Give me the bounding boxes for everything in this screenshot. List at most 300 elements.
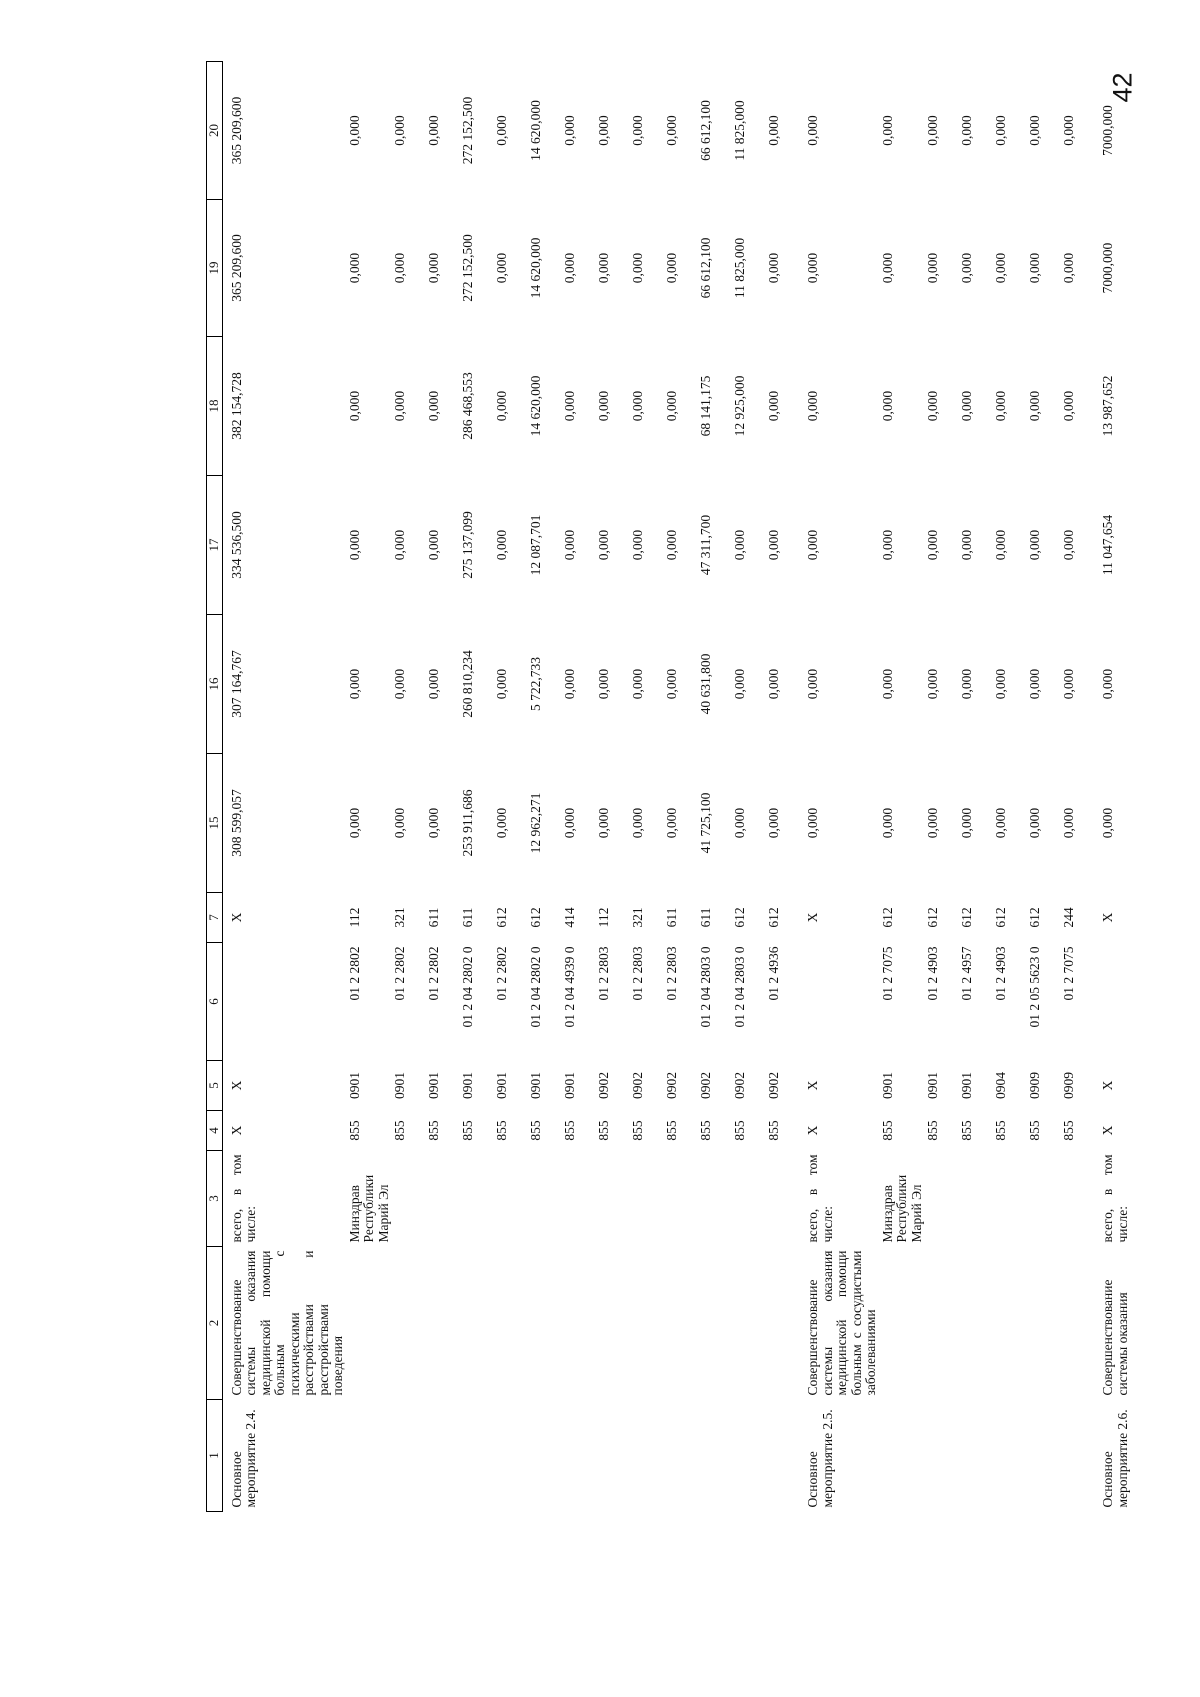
value-col19-cell: 0,000: [1061, 252, 1076, 284]
value-col16-cell: 0,000: [630, 668, 645, 700]
value-col18-cell: 0,000: [1061, 390, 1076, 422]
value-col20-cell: 0,000: [494, 115, 509, 146]
value-col20-cell: 7000,000: [1100, 105, 1115, 156]
csr-cell: [1095, 943, 1134, 1061]
value-col16-cell: 260 810,234: [460, 650, 475, 718]
grbs-cell: 855: [630, 1120, 645, 1141]
value-col20-cell: 0,000: [993, 115, 1008, 146]
csr-cell: 01 2 2803: [630, 946, 645, 1001]
rzpr-cell: 0902: [596, 1072, 611, 1099]
rzpr-cell: 0909: [1027, 1072, 1042, 1099]
value-col17-cell: 0,000: [630, 529, 645, 561]
csr-cell: 01 2 4936: [766, 946, 781, 1001]
value-col16-cell: 0,000: [494, 668, 509, 700]
vr-cell: 612: [925, 907, 940, 928]
rzpr-cell: 0904: [993, 1072, 1008, 1099]
table-row: [1061, 62, 1095, 1512]
value-col17-cell: 12 087,701: [528, 514, 543, 576]
executor-cell: Минздрав Республики Марий Эл: [346, 1174, 391, 1243]
value-col20-cell: 0,000: [392, 115, 407, 146]
value-col19-cell: 0,000: [346, 252, 362, 284]
grbs-cell: 855: [494, 1120, 509, 1141]
header-row: [207, 62, 223, 1512]
vr-cell: 112: [596, 907, 611, 928]
csr-cell: 01 2 2802: [392, 946, 407, 1001]
value-col15-cell: 0,000: [562, 807, 577, 839]
description-cell: [630, 1247, 664, 1400]
grbs-cell: 855: [426, 1120, 441, 1141]
value-col17-cell: 0,000: [993, 529, 1008, 561]
value-col20-cell: 0,000: [766, 115, 781, 146]
table-body: [222, 62, 1134, 1512]
rzpr-cell: 0901: [346, 1072, 362, 1099]
value-col20-cell: 0,000: [664, 115, 679, 146]
value-col18-cell: 0,000: [664, 390, 679, 422]
rzpr-cell: 0902: [766, 1072, 781, 1099]
activity-cell: [664, 1400, 698, 1512]
executor-cell: [1027, 1151, 1061, 1247]
rotated-table-container: [206, 62, 1130, 1512]
col-header: 1: [207, 1400, 223, 1512]
grbs-cell: 855: [1061, 1120, 1076, 1141]
description-cell: [596, 1247, 630, 1400]
value-col15-cell: 0,000: [1061, 807, 1076, 839]
activity-cell: [1061, 1400, 1095, 1512]
csr-cell: 01 2 04 2802 0: [460, 946, 475, 1028]
description-cell: [392, 1247, 426, 1400]
description-cell: [925, 1247, 959, 1400]
table-row: [494, 62, 528, 1512]
value-col15-cell: 12 962,271: [528, 792, 543, 854]
activity-cell: Основное мероприятие 2.5.: [805, 1409, 835, 1508]
value-col18-cell: 382 154,728: [228, 372, 244, 440]
table-row: [392, 62, 426, 1512]
activity-cell: [925, 1400, 959, 1512]
activity-cell: [460, 1400, 494, 1512]
value-col19-cell: 0,000: [1027, 252, 1042, 284]
value-col16-cell: 0,000: [732, 668, 747, 700]
value-col19-cell: 0,000: [664, 252, 679, 284]
col-header: 4: [207, 1111, 223, 1151]
csr-cell: 01 2 2802: [494, 946, 509, 1001]
value-col15-cell: 0,000: [426, 807, 441, 839]
value-col16-cell: 5 722,733: [528, 657, 543, 711]
description-cell: [1061, 1247, 1095, 1400]
value-col16-cell: 0,000: [766, 668, 781, 700]
rzpr-cell: 0901: [460, 1072, 475, 1099]
rzpr-cell: 0901: [562, 1072, 577, 1099]
vr-cell: 611: [698, 907, 713, 928]
description-cell: [460, 1247, 494, 1400]
csr-cell: 01 2 2802: [346, 946, 362, 1001]
value-col15-cell: 0,000: [630, 807, 645, 839]
grbs-cell: 855: [959, 1120, 974, 1141]
value-col16-cell: 0,000: [879, 668, 895, 700]
rzpr-cell: 0902: [664, 1072, 679, 1099]
grbs-cell: 855: [562, 1120, 577, 1141]
value-col15-cell: 0,000: [993, 807, 1008, 839]
value-col15-cell: 0,000: [494, 807, 509, 839]
rzpr-cell: 0901: [426, 1072, 441, 1099]
executor-cell: [664, 1151, 698, 1247]
rzpr-cell: 0901: [392, 1072, 407, 1099]
rzpr-cell: X: [805, 1080, 820, 1091]
value-col17-cell: 0,000: [732, 529, 747, 561]
executor-cell: всего, в том числе:: [1100, 1154, 1130, 1243]
table-row: [766, 62, 800, 1512]
value-col18-cell: 0,000: [392, 390, 407, 422]
csr-cell: 01 2 04 2803 0: [698, 946, 713, 1028]
table-row: [426, 62, 460, 1512]
grbs-cell: 855: [664, 1120, 679, 1141]
rzpr-cell: X: [1100, 1080, 1115, 1091]
value-col17-cell: 0,000: [925, 529, 940, 561]
description-cell: [494, 1247, 528, 1400]
value-col19-cell: 0,000: [879, 252, 895, 284]
value-col17-cell: 334 536,500: [228, 511, 244, 579]
value-col15-cell: 0,000: [596, 807, 611, 839]
value-col20-cell: 0,000: [346, 115, 362, 146]
activity-cell: [630, 1400, 664, 1512]
col-header: 2: [207, 1247, 223, 1400]
value-col20-cell: 0,000: [805, 115, 820, 146]
value-col20-cell: 0,000: [426, 115, 441, 146]
value-col19-cell: 0,000: [426, 252, 441, 284]
grbs-cell: 855: [879, 1120, 895, 1141]
value-col17-cell: 0,000: [494, 529, 509, 561]
csr-cell: 01 2 2802: [426, 946, 441, 1001]
value-col15-cell: 0,000: [879, 807, 895, 839]
vr-cell: 414: [562, 907, 577, 928]
rzpr-cell: 0902: [732, 1072, 747, 1099]
value-col16-cell: 40 631,800: [698, 653, 713, 715]
description-cell: [880, 1247, 926, 1400]
executor-cell: [494, 1151, 528, 1247]
value-col20-cell: 14 620,000: [528, 100, 543, 161]
value-col20-cell: 0,000: [925, 115, 940, 146]
activity-cell: Основное мероприятие 2.4.: [228, 1409, 258, 1508]
rzpr-cell: 0902: [698, 1072, 713, 1099]
value-col15-cell: 0,000: [805, 807, 820, 839]
description-cell: Совершенствование системы оказания: [1100, 1279, 1130, 1396]
vr-cell: 612: [879, 907, 895, 928]
value-col18-cell: 0,000: [879, 390, 895, 422]
value-col18-cell: 0,000: [805, 390, 820, 422]
value-col18-cell: 14 620,000: [528, 375, 543, 437]
value-col16-cell: 0,000: [805, 668, 820, 700]
vr-cell: 611: [460, 907, 475, 928]
value-col19-cell: 0,000: [596, 252, 611, 284]
rzpr-cell: 0901: [494, 1072, 509, 1099]
vr-cell: 321: [630, 907, 645, 928]
value-col19-cell: 0,000: [392, 252, 407, 284]
value-col17-cell: 0,000: [664, 529, 679, 561]
grbs-cell: X: [228, 1125, 244, 1136]
vr-cell: 244: [1061, 907, 1076, 928]
col-header: 17: [207, 476, 223, 615]
table-row: [1027, 62, 1061, 1512]
activity-cell: [1027, 1400, 1061, 1512]
grbs-cell: 855: [732, 1120, 747, 1141]
executor-cell: [1061, 1151, 1095, 1247]
rzpr-cell: 0901: [879, 1072, 895, 1099]
executor-cell: Минздрав Республики Марий Эл: [879, 1174, 924, 1243]
table-row: [460, 62, 494, 1512]
value-col19-cell: 66 612,100: [698, 237, 713, 299]
value-col17-cell: 0,000: [959, 529, 974, 561]
col-header: 19: [207, 200, 223, 337]
grbs-cell: 855: [766, 1120, 781, 1141]
value-col19-cell: 7000,000: [1100, 242, 1115, 294]
description-cell: [528, 1247, 562, 1400]
table-row: [959, 62, 993, 1512]
value-col18-cell: 12 925,000: [732, 375, 747, 437]
value-col15-cell: 41 725,100: [698, 792, 713, 854]
value-col19-cell: 0,000: [993, 252, 1008, 284]
value-col19-cell: 0,000: [494, 252, 509, 284]
value-col16-cell: 307 164,767: [228, 650, 244, 718]
executor-cell: [959, 1151, 993, 1247]
table-row: [528, 62, 562, 1512]
csr-cell: [800, 943, 880, 1061]
grbs-cell: 855: [346, 1120, 362, 1141]
activity-cell: [528, 1400, 562, 1512]
value-col15-cell: 0,000: [959, 807, 974, 839]
grbs-cell: X: [1100, 1125, 1115, 1136]
value-col16-cell: 0,000: [1100, 668, 1115, 700]
value-col16-cell: 0,000: [596, 668, 611, 700]
description-cell: [664, 1247, 698, 1400]
table-row: [800, 62, 880, 1512]
grbs-cell: 855: [596, 1120, 611, 1141]
value-col15-cell: 0,000: [732, 807, 747, 839]
grbs-cell: X: [805, 1125, 820, 1136]
value-col17-cell: 0,000: [346, 529, 362, 561]
table-row: [630, 62, 664, 1512]
value-col19-cell: 14 620,000: [528, 237, 543, 299]
executor-cell: [562, 1151, 596, 1247]
activity-cell: [732, 1400, 766, 1512]
vr-cell: X: [228, 912, 244, 923]
page-number: 42: [1107, 72, 1138, 103]
value-col20-cell: 365 209,600: [228, 96, 244, 165]
activity-cell: [392, 1400, 426, 1512]
activity-cell: [698, 1400, 732, 1512]
executor-cell: [460, 1151, 494, 1247]
vr-cell: 611: [426, 907, 441, 928]
value-col16-cell: 0,000: [562, 668, 577, 700]
activity-cell: [426, 1400, 460, 1512]
value-col20-cell: 0,000: [959, 115, 974, 146]
activity-cell: [959, 1400, 993, 1512]
value-col18-cell: 68 141,175: [698, 375, 713, 437]
value-col15-cell: 0,000: [1100, 807, 1115, 839]
value-col16-cell: 0,000: [346, 668, 362, 700]
rzpr-cell: 0909: [1061, 1072, 1076, 1099]
table-row: [880, 62, 926, 1512]
value-col19-cell: 0,000: [805, 252, 820, 284]
value-col15-cell: 0,000: [346, 807, 362, 839]
value-col18-cell: 0,000: [562, 390, 577, 422]
grbs-cell: 855: [460, 1120, 475, 1141]
vr-cell: 612: [528, 907, 543, 928]
value-col18-cell: 0,000: [1027, 390, 1042, 422]
col-header: 18: [207, 337, 223, 476]
table-row: [732, 62, 766, 1512]
executor-cell: [732, 1151, 766, 1247]
csr-cell: [222, 943, 347, 1061]
value-col16-cell: 0,000: [426, 668, 441, 700]
value-col17-cell: 0,000: [596, 529, 611, 561]
vr-cell: 612: [993, 907, 1008, 928]
vr-cell: 612: [766, 907, 781, 928]
executor-cell: [993, 1151, 1027, 1247]
csr-cell: 01 2 4903: [925, 946, 940, 1001]
col-header: 5: [207, 1061, 223, 1111]
value-col20-cell: 0,000: [1061, 115, 1076, 146]
csr-cell: 01 2 2803: [596, 946, 611, 1001]
grbs-cell: 855: [698, 1120, 713, 1141]
vr-cell: X: [1100, 912, 1115, 923]
executor-cell: всего, в том числе:: [228, 1154, 258, 1243]
description-cell: Совершенствование системы оказания медицинской помощи больным с психическими расстройствами и расстройствами поведения: [228, 1250, 345, 1396]
table-row: [993, 62, 1027, 1512]
grbs-cell: 855: [993, 1120, 1008, 1141]
rzpr-cell: 0901: [925, 1072, 940, 1099]
vr-cell: 611: [664, 907, 679, 928]
rzpr-cell: 0901: [959, 1072, 974, 1099]
value-col20-cell: 11 825,000: [732, 100, 747, 161]
executor-cell: [766, 1151, 800, 1247]
value-col15-cell: 0,000: [664, 807, 679, 839]
value-col18-cell: 0,000: [630, 390, 645, 422]
value-col15-cell: 253 911,686: [460, 789, 475, 857]
grbs-cell: 855: [392, 1120, 407, 1141]
csr-cell: 01 2 7075: [879, 946, 895, 1001]
value-col18-cell: 0,000: [925, 390, 940, 422]
value-col17-cell: 0,000: [562, 529, 577, 561]
value-col17-cell: 0,000: [766, 529, 781, 561]
table-row: [562, 62, 596, 1512]
value-col19-cell: 0,000: [766, 252, 781, 284]
description-cell: [698, 1247, 732, 1400]
vr-cell: 612: [1027, 907, 1042, 928]
description-cell: [959, 1247, 993, 1400]
activity-cell: [596, 1400, 630, 1512]
executor-cell: [630, 1151, 664, 1247]
description-cell: [1027, 1247, 1061, 1400]
description-cell: [562, 1247, 596, 1400]
col-header: 15: [207, 754, 223, 893]
executor-cell: [392, 1151, 426, 1247]
value-col20-cell: 0,000: [630, 115, 645, 146]
value-col20-cell: 272 152,500: [460, 96, 475, 165]
table-row: [596, 62, 630, 1512]
value-col16-cell: 0,000: [1061, 668, 1076, 700]
grbs-cell: 855: [1027, 1120, 1042, 1141]
table-row: [698, 62, 732, 1512]
value-col18-cell: 0,000: [346, 390, 362, 422]
csr-cell: 01 2 4957: [959, 946, 974, 1001]
value-col17-cell: 0,000: [1061, 529, 1076, 561]
value-col16-cell: 0,000: [959, 668, 974, 700]
description-cell: [766, 1247, 800, 1400]
value-col18-cell: 0,000: [993, 390, 1008, 422]
value-col16-cell: 0,000: [1027, 668, 1042, 700]
executor-cell: всего, в том числе:: [805, 1154, 835, 1243]
value-col15-cell: 0,000: [1027, 807, 1042, 839]
value-col17-cell: 275 137,099: [460, 511, 475, 579]
vr-cell: 612: [732, 907, 747, 928]
col-header: 6: [207, 943, 223, 1061]
csr-cell: 01 2 04 4939 0: [562, 946, 577, 1028]
value-col19-cell: 0,000: [562, 252, 577, 284]
vr-cell: 112: [346, 907, 362, 928]
csr-cell: 01 2 7075: [1061, 946, 1076, 1001]
csr-cell: 01 2 04 2803 0: [732, 946, 747, 1028]
value-col19-cell: 11 825,000: [732, 237, 747, 299]
value-col17-cell: 47 311,700: [698, 514, 713, 576]
value-col15-cell: 0,000: [925, 807, 940, 839]
executor-cell: [528, 1151, 562, 1247]
csr-cell: 01 2 2803: [664, 946, 679, 1001]
executor-cell: [426, 1151, 460, 1247]
activity-cell: [562, 1400, 596, 1512]
value-col17-cell: 0,000: [805, 529, 820, 561]
csr-cell: 01 2 04 2802 0: [528, 946, 543, 1028]
rzpr-cell: X: [228, 1080, 244, 1091]
activity-cell: Основное мероприятие 2.6.: [1100, 1409, 1130, 1508]
vr-cell: 612: [959, 907, 974, 928]
value-col19-cell: 0,000: [959, 252, 974, 284]
table-row: [222, 62, 347, 1512]
grbs-cell: 855: [528, 1120, 543, 1141]
table-row: [664, 62, 698, 1512]
rzpr-cell: 0902: [630, 1072, 645, 1099]
value-col20-cell: 0,000: [596, 115, 611, 146]
vr-cell: 612: [494, 907, 509, 928]
col-header: 20: [207, 62, 223, 200]
value-col15-cell: 0,000: [392, 807, 407, 839]
value-col19-cell: 0,000: [630, 252, 645, 284]
value-col17-cell: 0,000: [1027, 529, 1042, 561]
executor-cell: [698, 1151, 732, 1247]
activity-cell: [880, 1400, 926, 1512]
description-cell: [993, 1247, 1027, 1400]
table-row: [1095, 62, 1134, 1512]
rzpr-cell: 0901: [528, 1072, 543, 1099]
executor-cell: [596, 1151, 630, 1247]
col-header: 3: [207, 1151, 223, 1247]
value-col19-cell: 272 152,500: [460, 234, 475, 302]
executor-cell: [925, 1151, 959, 1247]
value-col17-cell: 0,000: [426, 529, 441, 561]
activity-cell: [993, 1400, 1027, 1512]
value-col16-cell: 0,000: [993, 668, 1008, 700]
value-col18-cell: 0,000: [596, 390, 611, 422]
description-cell: Совершенствование системы оказания медицинской помощи больным с сосудистыми заболеваниями: [805, 1250, 878, 1396]
value-col19-cell: 365 209,600: [228, 234, 244, 302]
value-col18-cell: 13 987,652: [1100, 375, 1115, 437]
value-col16-cell: 0,000: [664, 668, 679, 700]
description-cell: [426, 1247, 460, 1400]
activity-cell: [766, 1400, 800, 1512]
value-col20-cell: 0,000: [562, 115, 577, 146]
activity-cell: [347, 1400, 393, 1512]
col-header: 7: [207, 893, 223, 943]
value-col18-cell: 0,000: [426, 390, 441, 422]
value-col18-cell: 0,000: [766, 390, 781, 422]
